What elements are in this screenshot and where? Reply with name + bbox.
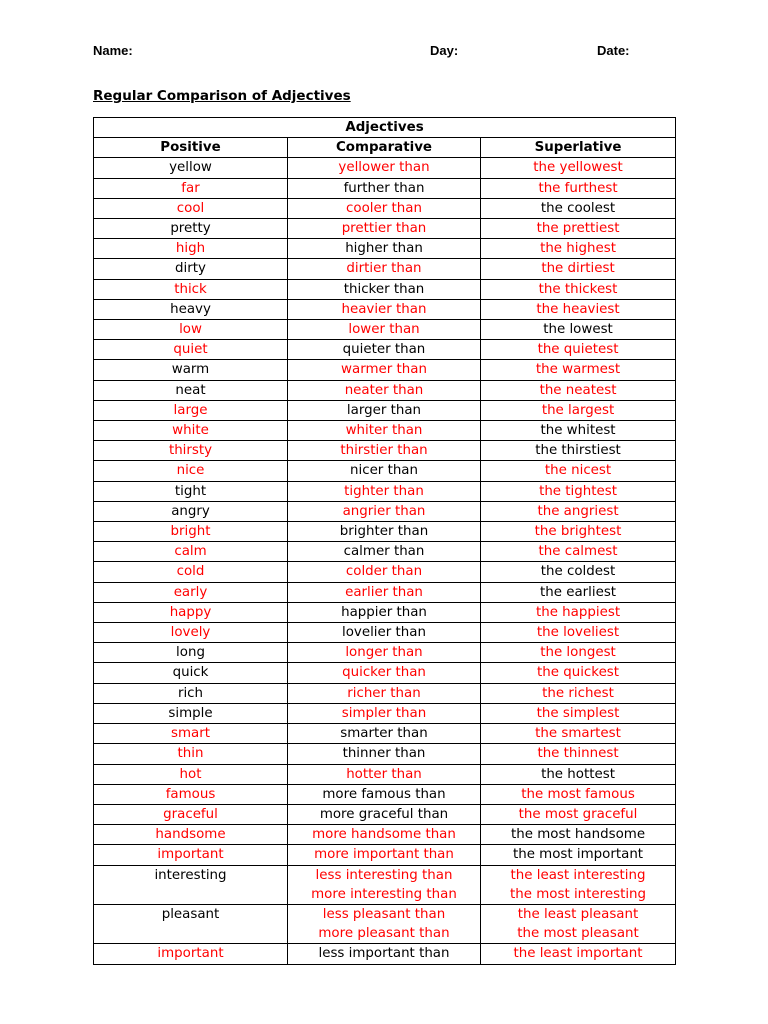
comparative-text: angrier than [342, 503, 426, 519]
cell-superlative [481, 158, 676, 178]
cell-superlative [481, 865, 676, 904]
cell-superlative [481, 562, 676, 582]
superlative-text: the most handsome [510, 827, 646, 843]
comparative-text: smarter than [340, 726, 428, 742]
cell-superlative [481, 299, 676, 319]
comparative-text: more interesting than [311, 886, 457, 902]
table-row [94, 158, 676, 178]
comparative-text: quieter than [342, 342, 426, 358]
superlative-text: the highest [540, 241, 616, 257]
cell-positive [94, 582, 288, 602]
comparative-text: calmer than [343, 544, 425, 560]
superlative-text: the richest [542, 685, 614, 701]
table-row [94, 461, 676, 481]
superlative-text: the coldest [540, 564, 616, 580]
cell-comparative [288, 542, 481, 562]
cell-positive [94, 663, 288, 683]
superlative-text: the whitest [540, 423, 616, 439]
cell-superlative [481, 542, 676, 562]
table-row [94, 724, 676, 744]
superlative-text: the nicest [544, 463, 612, 479]
cell-superlative [481, 602, 676, 622]
cell-positive [94, 804, 288, 824]
positive-text: calm [174, 544, 207, 560]
superlative-text: the longest [540, 645, 616, 661]
cell-comparative [288, 825, 481, 845]
superlative-text: the hottest [541, 766, 615, 782]
positive-text: bright [170, 524, 211, 540]
comparative-text: prettier than [341, 221, 427, 237]
positive-text: high [175, 241, 206, 257]
superlative-text: the quietest [537, 342, 619, 358]
cell-superlative [481, 784, 676, 804]
cell-superlative [481, 178, 676, 198]
cell-positive [94, 380, 288, 400]
comparative-text: thicker than [343, 281, 425, 297]
comparative-text: colder than [345, 564, 423, 580]
table-row [94, 481, 676, 501]
superlative-text: the lowest [543, 322, 613, 338]
positive-text: large [173, 402, 208, 418]
positive-text: important [157, 946, 224, 962]
comparative-text: simpler than [341, 705, 427, 721]
superlative-text: the least important [513, 946, 643, 962]
table-row [94, 703, 676, 723]
cell-superlative [481, 421, 676, 441]
cell-superlative [481, 481, 676, 501]
cell-comparative [288, 623, 481, 643]
table-row [94, 944, 676, 964]
comparative-text: whiter than [345, 423, 423, 439]
cell-positive [94, 865, 288, 904]
table-row [94, 663, 676, 683]
cell-superlative [481, 320, 676, 340]
positive-text: lovely [170, 625, 211, 641]
positive-text: pretty [170, 221, 211, 237]
positive-text: thirsty [168, 443, 213, 459]
positive-text: interesting [154, 867, 227, 883]
superlative-text: the earliest [539, 584, 617, 600]
col-header-comparative: Comparative [288, 138, 481, 158]
table-row [94, 784, 676, 804]
col-header-superlative: Superlative [481, 138, 676, 158]
table-row [94, 421, 676, 441]
table-row [94, 845, 676, 865]
superlative-text: the happiest [535, 604, 621, 620]
superlative-text: the least interesting [510, 867, 646, 883]
cell-positive [94, 279, 288, 299]
cell-positive [94, 198, 288, 218]
superlative-text: the warmest [535, 362, 621, 378]
positive-text: heavy [170, 301, 211, 317]
positive-text: neat [175, 382, 206, 398]
superlative-text: the quickest [536, 665, 620, 681]
comparative-text: nicer than [350, 463, 418, 479]
table-row [94, 400, 676, 420]
positive-text: handsome [155, 827, 226, 843]
cell-comparative [288, 683, 481, 703]
table-row [94, 623, 676, 643]
table-row [94, 542, 676, 562]
cell-superlative [481, 683, 676, 703]
cell-superlative [481, 239, 676, 259]
cell-comparative [288, 219, 481, 239]
cell-superlative [481, 703, 676, 723]
positive-text: happy [169, 604, 212, 620]
positive-text: important [157, 847, 224, 863]
cell-superlative [481, 219, 676, 239]
cell-superlative [481, 944, 676, 964]
comparative-text: more famous than [322, 786, 446, 802]
positive-text: nice [176, 463, 205, 479]
table-row [94, 219, 676, 239]
positive-text: warm [171, 362, 210, 378]
cell-positive [94, 441, 288, 461]
superlative-text: the thickest [538, 281, 618, 297]
cell-positive [94, 944, 288, 964]
cell-comparative [288, 764, 481, 784]
cell-positive [94, 360, 288, 380]
cell-superlative [481, 623, 676, 643]
superlative-text: the neatest [539, 382, 617, 398]
comparative-text: hotter than [346, 766, 422, 782]
positive-text: early [173, 584, 208, 600]
cell-comparative [288, 360, 481, 380]
positive-text: thick [174, 281, 207, 297]
cell-positive [94, 481, 288, 501]
table-row [94, 602, 676, 622]
cell-positive [94, 542, 288, 562]
cell-positive [94, 623, 288, 643]
cell-superlative [481, 380, 676, 400]
cell-comparative [288, 845, 481, 865]
superlative-text: the most important [512, 847, 644, 863]
table-body [94, 118, 676, 965]
table-row [94, 198, 676, 218]
cell-positive [94, 501, 288, 521]
group-header-row [94, 118, 676, 138]
superlative-text: the least pleasant [517, 906, 639, 922]
comparative-text: neater than [344, 382, 424, 398]
superlative-text: the yellowest [533, 160, 623, 176]
superlative-text: the thinnest [537, 746, 619, 762]
table-row [94, 441, 676, 461]
superlative-text: the angriest [537, 503, 619, 519]
comparative-text: thinner than [342, 746, 426, 762]
table-row [94, 259, 676, 279]
table-row [94, 904, 676, 943]
cell-positive [94, 904, 288, 943]
cell-comparative [288, 865, 481, 904]
table-row [94, 744, 676, 764]
cell-superlative [481, 259, 676, 279]
cell-superlative [481, 845, 676, 865]
comparative-text: brighter than [339, 524, 429, 540]
comparative-text: more pleasant than [318, 926, 450, 942]
date-label: Date: [597, 43, 630, 58]
table-row [94, 380, 676, 400]
cell-positive [94, 825, 288, 845]
comparative-text: happier than [341, 604, 427, 620]
cell-comparative [288, 643, 481, 663]
table-row [94, 178, 676, 198]
cell-comparative [288, 279, 481, 299]
cell-positive [94, 158, 288, 178]
cell-superlative [481, 461, 676, 481]
comparative-text: thirstier than [340, 443, 428, 459]
cell-positive [94, 643, 288, 663]
table-row [94, 865, 676, 904]
positive-text: cold [176, 564, 205, 580]
cell-superlative [481, 360, 676, 380]
positive-text: tight [174, 483, 207, 499]
cell-comparative [288, 501, 481, 521]
superlative-text: the prettiest [536, 221, 620, 237]
comparative-text: more graceful than [319, 806, 449, 822]
day-label: Day: [430, 43, 459, 58]
cell-positive [94, 178, 288, 198]
cell-comparative [288, 602, 481, 622]
cell-comparative [288, 299, 481, 319]
superlative-text: the most interesting [510, 886, 647, 902]
superlative-text: the heaviest [536, 301, 620, 317]
table-row [94, 320, 676, 340]
table-row [94, 683, 676, 703]
cell-comparative [288, 481, 481, 501]
superlative-text: the most famous [521, 786, 635, 802]
cell-comparative [288, 461, 481, 481]
comparative-text: higher than [345, 241, 423, 257]
cell-comparative [288, 522, 481, 542]
comparative-text: quicker than [342, 665, 426, 681]
cell-comparative [288, 421, 481, 441]
cell-comparative [288, 178, 481, 198]
cell-positive [94, 320, 288, 340]
cell-comparative [288, 400, 481, 420]
table-row [94, 825, 676, 845]
comparative-text: less pleasant than [322, 906, 446, 922]
positive-text: thin [177, 746, 204, 762]
superlative-text: the brightest [534, 524, 622, 540]
cell-positive [94, 724, 288, 744]
cell-superlative [481, 764, 676, 784]
cell-superlative [481, 904, 676, 943]
positive-text: simple [168, 705, 213, 721]
positive-text: hot [179, 766, 202, 782]
cell-positive [94, 400, 288, 420]
positive-text: smart [171, 726, 210, 742]
superlative-text: the most pleasant [517, 926, 639, 942]
comparative-text: longer than [345, 645, 423, 661]
cell-positive [94, 703, 288, 723]
superlative-text: the calmest [538, 544, 618, 560]
positive-text: white [172, 423, 209, 439]
cell-comparative [288, 380, 481, 400]
cell-superlative [481, 400, 676, 420]
comparative-text: cooler than [346, 200, 422, 216]
cell-positive [94, 340, 288, 360]
cell-comparative [288, 562, 481, 582]
page-title: Regular Comparison of Adjectives [93, 88, 351, 104]
adjectives-table [93, 117, 676, 965]
cell-comparative [288, 944, 481, 964]
comparative-text: more handsome than [312, 827, 456, 843]
comparative-text: less important than [318, 946, 450, 962]
cell-superlative [481, 744, 676, 764]
positive-text: famous [165, 786, 216, 802]
cell-superlative [481, 804, 676, 824]
table-row [94, 804, 676, 824]
cell-comparative [288, 804, 481, 824]
positive-text: yellow [169, 160, 212, 176]
positive-text: quiet [173, 342, 208, 358]
comparative-text: further than [343, 180, 425, 196]
positive-text: low [179, 322, 202, 338]
cell-positive [94, 683, 288, 703]
cell-positive [94, 299, 288, 319]
superlative-text: the smartest [535, 726, 621, 742]
cell-positive [94, 522, 288, 542]
cell-superlative [481, 663, 676, 683]
table-row [94, 764, 676, 784]
positive-text: pleasant [161, 906, 220, 922]
table-row [94, 299, 676, 319]
superlative-text: the loveliest [536, 625, 620, 641]
comparative-text: yellower than [338, 160, 430, 176]
comparative-text: earlier than [345, 584, 423, 600]
table-row [94, 239, 676, 259]
cell-comparative [288, 663, 481, 683]
cell-superlative [481, 825, 676, 845]
cell-positive [94, 239, 288, 259]
cell-positive [94, 784, 288, 804]
cell-comparative [288, 320, 481, 340]
cell-comparative [288, 259, 481, 279]
comparative-text: dirtier than [346, 261, 422, 277]
superlative-text: the dirtiest [541, 261, 615, 277]
cell-comparative [288, 239, 481, 259]
comparative-text: heavier than [341, 301, 427, 317]
cell-superlative [481, 279, 676, 299]
superlative-text: the largest [541, 402, 615, 418]
cell-positive [94, 602, 288, 622]
cell-superlative [481, 441, 676, 461]
cell-positive [94, 744, 288, 764]
cell-positive [94, 259, 288, 279]
cell-positive [94, 845, 288, 865]
table-row [94, 562, 676, 582]
cell-superlative [481, 582, 676, 602]
superlative-text: the most graceful [518, 806, 638, 822]
positive-text: far [181, 180, 200, 196]
comparative-text: lovelier than [342, 625, 426, 641]
cell-comparative [288, 441, 481, 461]
cell-comparative [288, 582, 481, 602]
cell-comparative [288, 158, 481, 178]
name-label: Name: [93, 43, 133, 58]
table-row [94, 582, 676, 602]
positive-text: rich [177, 685, 204, 701]
cell-superlative [481, 501, 676, 521]
positive-text: cool [176, 200, 205, 216]
comparative-text: richer than [347, 685, 421, 701]
table-row [94, 501, 676, 521]
comparative-text: more important than [314, 847, 454, 863]
cell-comparative [288, 744, 481, 764]
cell-superlative [481, 522, 676, 542]
table-row [94, 340, 676, 360]
col-header-positive: Positive [94, 138, 288, 158]
comparative-text: larger than [346, 402, 422, 418]
cell-positive [94, 461, 288, 481]
positive-text: long [176, 645, 205, 661]
cell-superlative [481, 643, 676, 663]
positive-text: dirty [175, 261, 206, 277]
comparative-text: tighter than [344, 483, 424, 499]
cell-superlative [481, 724, 676, 744]
column-header-row [94, 138, 676, 158]
cell-superlative [481, 340, 676, 360]
comparative-text: less interesting than [315, 867, 453, 883]
cell-comparative [288, 198, 481, 218]
table-row [94, 643, 676, 663]
comparative-text: warmer than [341, 362, 427, 378]
cell-comparative [288, 340, 481, 360]
table-row [94, 522, 676, 542]
cell-positive [94, 421, 288, 441]
positive-text: angry [171, 503, 210, 519]
comparative-text: lower than [348, 322, 420, 338]
superlative-text: the simplest [536, 705, 620, 721]
cell-superlative [481, 198, 676, 218]
cell-comparative [288, 904, 481, 943]
group-header: Adjectives [94, 118, 676, 138]
cell-comparative [288, 703, 481, 723]
superlative-text: the tightest [539, 483, 617, 499]
positive-text: quick [172, 665, 209, 681]
cell-positive [94, 764, 288, 784]
cell-positive [94, 562, 288, 582]
cell-comparative [288, 724, 481, 744]
positive-text: graceful [163, 806, 218, 822]
superlative-text: the thirstiest [535, 443, 621, 459]
cell-positive [94, 219, 288, 239]
superlative-text: the furthest [538, 180, 618, 196]
cell-comparative [288, 784, 481, 804]
superlative-text: the coolest [540, 200, 616, 216]
table-row [94, 360, 676, 380]
table-row [94, 279, 676, 299]
